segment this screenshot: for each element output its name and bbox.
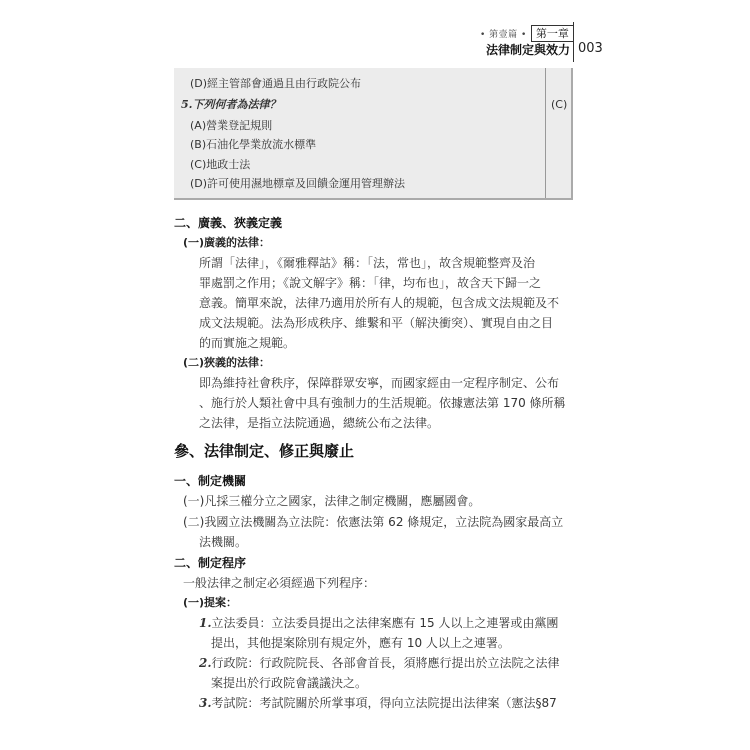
paragraph-line: 一般法律之制定必須經過下列程序： [183, 576, 376, 590]
quiz-question [181, 98, 280, 112]
list-item [199, 655, 560, 671]
subsection-heading: (一)提案： [183, 596, 238, 609]
subsection-heading: (一)廣義的法律： [183, 236, 271, 249]
list-item-text: 行政院：行政院院長、各部會首長，須將應行提出於立法院之法律 [211, 656, 560, 670]
paragraph-line: 提出，其他提案除別有規定外，應有 10 人以上之連署。 [211, 636, 510, 650]
list-item [199, 695, 557, 711]
paragraph-line: 即為維持社會秩序，保障群眾安寧，而國家經由一定程序制定、公布 [199, 376, 560, 390]
paragraph-line: 的而實施之規範。 [199, 336, 296, 350]
paragraph-line: 罪處罰之作用；《說文解字》稱：「律，均布也」，故含天下歸一之 [199, 276, 542, 290]
paragraph-line: 法機關。 [199, 535, 248, 549]
paragraph-line: 案提出於行政院會議議決之。 [211, 676, 368, 690]
quiz-option: (D)許可使用濕地標章及回饋金運用管理辦法 [190, 177, 406, 190]
subsection-heading: (二)狹義的法律： [183, 356, 271, 369]
paragraph-line: 之法律，是指立法院通過，總統公布之法律。 [199, 416, 440, 430]
list-number: 1. [199, 616, 212, 630]
part-label: • 第壹篇 • [480, 29, 527, 40]
quiz-option: (A)營業登記規則 [190, 119, 273, 132]
quiz-question-text: 5.下列何者為法律？ [181, 98, 281, 111]
section-heading: 二、制定程序 [174, 556, 247, 570]
paragraph-line: 所謂「法律」，《爾雅釋詁》稱：「法，常也」，故含規範整齊及治 [199, 256, 536, 270]
list-number: 2. [199, 656, 212, 670]
section-heading: 二、廣義、狹義定義 [174, 216, 283, 230]
chapter-section-heading: 參、法律制定、修正與廢止 [174, 442, 355, 460]
quiz-answer: (C) [551, 98, 568, 111]
list-number: 3. [199, 696, 212, 710]
list-item-text: 立法委員：立法委員提出之法律案應有 15 人以上之連署或由黨團 [211, 616, 559, 630]
quiz-option: (D)經主管部會通過且由行政院公布 [190, 77, 362, 90]
quiz-option: (C)地政士法 [190, 158, 251, 171]
paragraph-line: 意義。簡單來說，法律乃適用於所有人的規範，包含成文法規範及不 [199, 296, 560, 310]
chapter-label: 第一章 [531, 25, 574, 42]
paragraph-line: (二)我國立法機關為立法院：依憲法第 62 條規定，立法院為國家最高立 [183, 515, 564, 529]
quiz-answer-divider [545, 68, 546, 198]
list-item-text: 考試院：考試院關於所掌事項，得向立法院提出法律案（憲法§87 [211, 696, 557, 710]
paragraph-line: 成文法規範。法為形成秩序、維繫和平（解決衝突）、實現自由之目 [199, 316, 554, 330]
paragraph-line: 、施行於人類社會中具有強制力的生活規範。依據憲法第 170 條所稱 [199, 396, 566, 410]
list-item [199, 615, 558, 631]
running-header [480, 24, 574, 42]
quiz-option: (B)石油化學業放流水標準 [190, 138, 317, 151]
header-divider [573, 22, 574, 62]
section-heading: 一、制定機關 [174, 474, 247, 488]
paragraph-line: (一)凡採三權分立之國家，法律之制定機關，應屬國會。 [183, 494, 481, 508]
page-number: 003 [578, 41, 603, 56]
chapter-title: 法律制定與效力 [486, 43, 571, 57]
